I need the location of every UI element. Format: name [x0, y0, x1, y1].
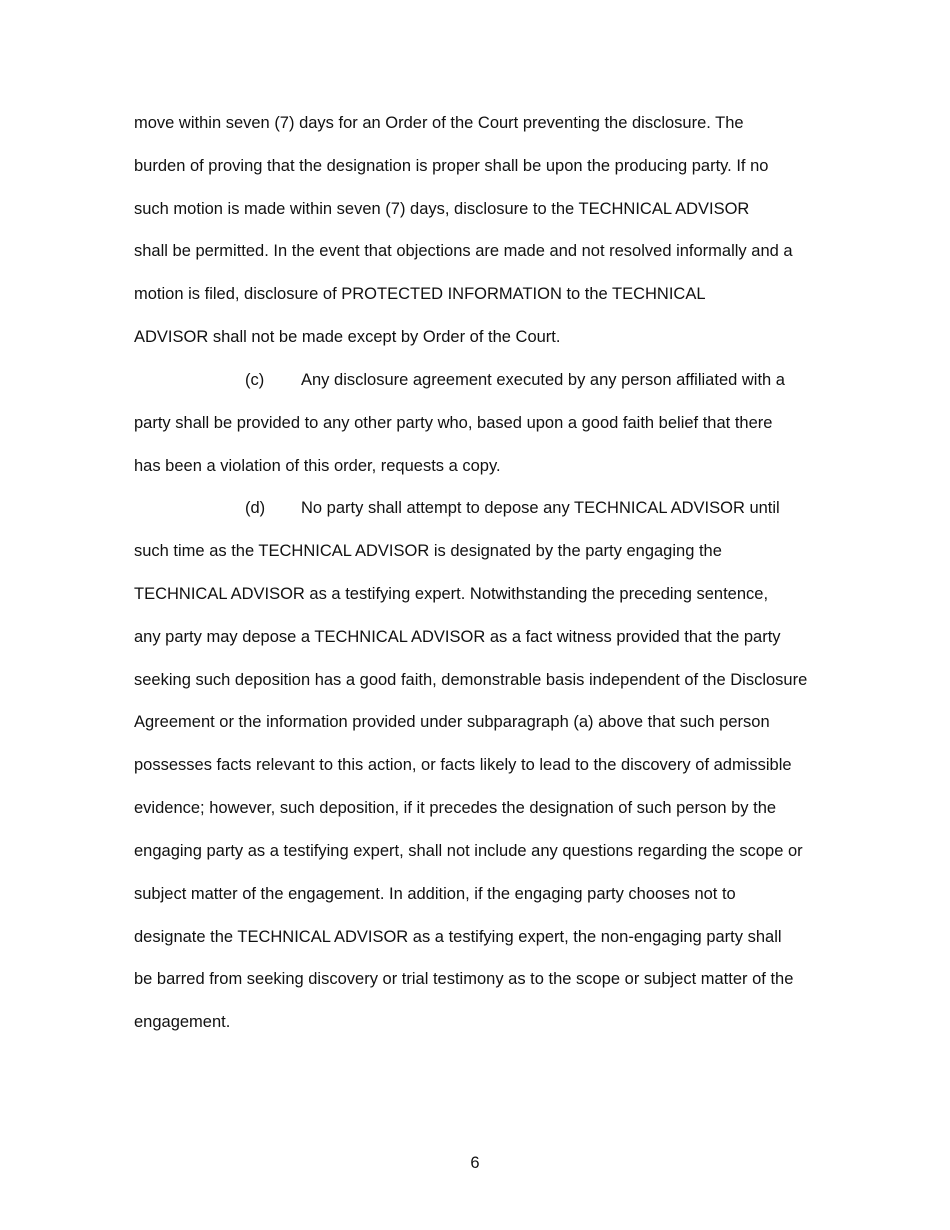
paragraph-c-first-line	[134, 368, 824, 392]
paragraph-line: designate the TECHNICAL ADVISOR as a testifying expert, the non-engaging party shall	[134, 928, 782, 946]
paragraph-line: engaging party as a testifying expert, shall not include any questions regarding the scope or	[134, 842, 803, 860]
paragraph-line: engagement.	[134, 1013, 231, 1031]
paragraph-line: move within seven (7) days for an Order of the Court preventing the disclosure. The	[134, 114, 744, 132]
paragraph-line: TECHNICAL ADVISOR as a testifying expert. Notwithstanding the preceding sentence,	[134, 585, 769, 603]
page-number: 6	[470, 1154, 480, 1172]
paragraph-d-label: (d)	[245, 499, 266, 517]
paragraph-line: evidence; however, such deposition, if it precedes the designation of such person by the	[134, 799, 777, 817]
paragraph-line: be barred from seeking discovery or trial testimony as to the scope or subject matter of the	[134, 970, 794, 988]
paragraph-c-first-text: Any disclosure agreement executed by any person affiliated with a	[301, 371, 785, 389]
paragraph-line: motion is filed, disclosure of PROTECTED INFORMATION to the TECHNICAL	[134, 285, 706, 303]
paragraph-line: shall be permitted. In the event that objections are made and not resolved informally and a	[134, 242, 793, 260]
paragraph-line: ADVISOR shall not be made except by Order of the Court.	[134, 328, 561, 346]
paragraph-line: subject matter of the engagement. In addition, if the engaging party chooses not to	[134, 885, 736, 903]
paragraph-line: Agreement or the information provided under subparagraph (a) above that such person	[134, 713, 770, 731]
paragraph-line: burden of proving that the designation is proper shall be upon the producing party. If no	[134, 157, 769, 175]
paragraph-line: such time as the TECHNICAL ADVISOR is designated by the party engaging the	[134, 542, 722, 560]
paragraph-line: seeking such deposition has a good faith, demonstrable basis independent of the Disclosure	[134, 671, 808, 689]
paragraph-line: such motion is made within seven (7) days, disclosure to the TECHNICAL ADVISOR	[134, 200, 750, 218]
paragraph-line: possesses facts relevant to this action, or facts likely to lead to the discovery of admissible	[134, 756, 792, 774]
paragraph-d-first-line	[134, 496, 824, 520]
paragraph-d-first-text: No party shall attempt to depose any TECHNICAL ADVISOR until	[301, 499, 780, 517]
paragraph-line: party shall be provided to any other party who, based upon a good faith belief that there	[134, 414, 773, 432]
paragraph-line: has been a violation of this order, requests a copy.	[134, 457, 501, 475]
paragraph-c-label: (c)	[245, 371, 265, 389]
paragraph-line: any party may depose a TECHNICAL ADVISOR as a fact witness provided that the party	[134, 628, 781, 646]
